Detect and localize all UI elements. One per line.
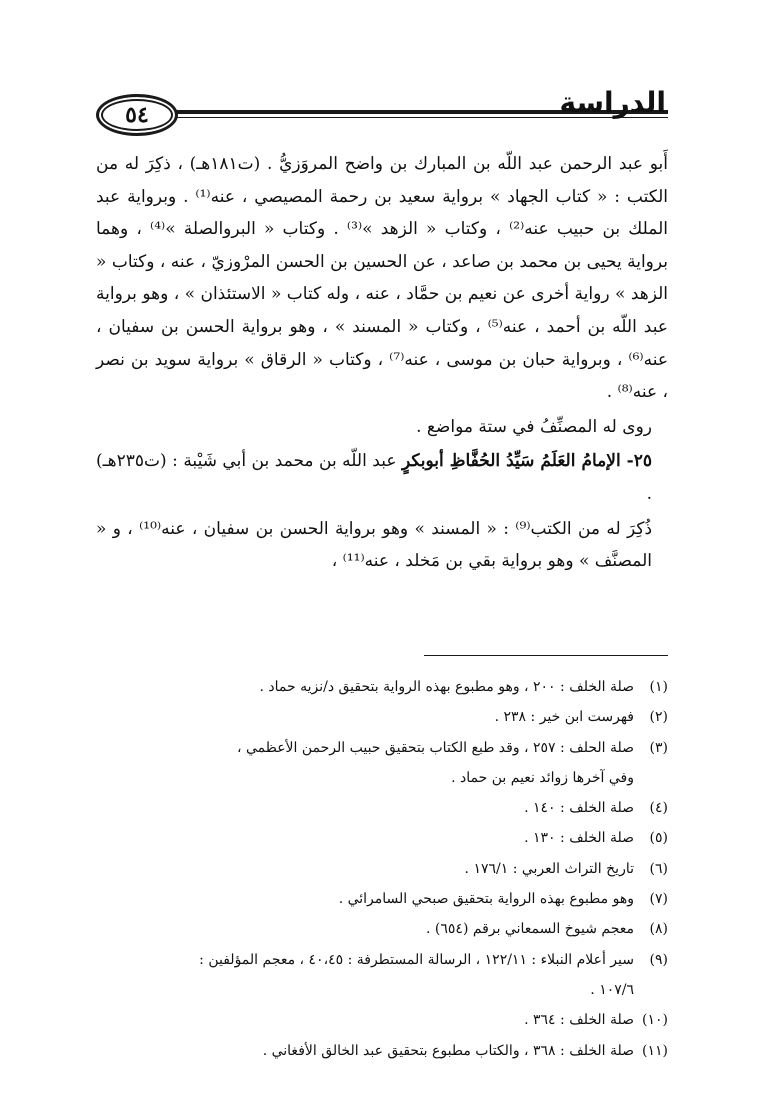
paragraph-narrations-count: روى له المصنِّفُ في ستة مواضع . <box>416 416 652 437</box>
footnote-10 <box>122 1005 668 1035</box>
footnote-text: صلة الحلف : ٢٥٧ ، وقد طبع الكتاب بتحقيق حبيب الرحمن الأعظمي ، <box>236 739 634 756</box>
section-title: الدراسة <box>559 86 666 119</box>
page-header <box>96 86 668 140</box>
footnote-text: تاريخ التراث العربي : ١٧٦/١ . <box>464 860 634 877</box>
footnote-text: صلة الخلف : ٢٠٠ ، وهو مطبوع بهذه الرواية بتحقيق د/نزيه حماد . <box>259 679 634 695</box>
footnotes <box>122 672 668 1066</box>
footnote-text: وهو مطبوع بهذه الرواية بتحقيق صبحي السامرائي . <box>338 891 634 908</box>
footnote-text: صلة الخلف : ١٣٠ . <box>524 830 634 847</box>
footnote-9 <box>122 945 668 975</box>
paragraph-entry-25 <box>96 445 668 510</box>
footnote-number: (٥) <box>649 830 668 847</box>
footnote-text: فهرست ابن خير : ٢٣٨ . <box>494 709 634 726</box>
footnote-9-continuation: ١٠٧/٦ . <box>590 981 634 998</box>
footnote-text: صلة الخلف : ٣٦٤ . <box>524 1012 634 1029</box>
paragraph-ibn-al-mubarak: أَبو عبد الرحمن عبد اللّه بن المبارك بن واضح المروَزيُّ . (ت١٨١هـ) ، ذكِرَ له من الكتب : « كتاب الجهاد » برواية سعيد بن رحمة المصيصي ، عنه⁽¹⁾ . وبرواية عبد الملك بن حبيب عنه⁽²⁾ ، وكتاب « الزهد »⁽³⁾ . وكتاب « البروالصلة »⁽⁴⁾ ، وهما برواية يحيى بن محمد بن صاعد ، عن الحسين بن الحسن المرْوزيّ ، عنه ، وكتاب « الزهد » رواية أخرى عن نعيم بن حمَّاد ، عنه ، وله كتاب « الاستئذان » ، وهو برواية عبد اللّه بن أحمد ، عنه⁽⁵⁾ ، وكتاب « المسند » ، وهو برواية الحسن بن سفيان ، عنه⁽⁶⁾ ، وبرواية حبان بن موسى ، عنه⁽⁷⁾ ، وكتاب « الرقاق » برواية سويد بن نصر ، عنه⁽⁸⁾ . <box>96 154 668 403</box>
footnote-number: (١٠) <box>642 1012 668 1029</box>
footnote-text: معجم شيوخ السمعاني برقم (٦٥٤) . <box>426 921 634 938</box>
footnote-separator <box>424 655 668 656</box>
footnote-4 <box>122 793 668 823</box>
footnote-number: (٣) <box>649 739 668 756</box>
footnote-11 <box>122 1036 668 1066</box>
footnote-text: صلة الخلف : ٣٦٨ ، والكتاب مطبوع بتحقيق عبد الخالق الأفغاني . <box>262 1042 634 1059</box>
entry-25-name: عبد اللّه بن محمد بن أبي شَيْبة : (ت٢٣٥هـ) . <box>96 451 652 504</box>
footnote-1 <box>122 672 668 702</box>
paragraph-ibn-abi-shayba-books: ذُكِرَ له من الكتب⁽⁹⁾ : « المسند » وهو برواية الحسن بن سفيان ، عنه⁽¹⁰⁾ ، و « المصنَّف » وهو برواية بقي بن مَخلد ، عنه⁽¹¹⁾ ، <box>96 518 653 572</box>
footnote-5 <box>122 823 668 853</box>
page-number-badge <box>96 94 178 136</box>
footnote-number: (١١) <box>642 1042 668 1059</box>
footnote-number: (٩) <box>649 951 668 968</box>
footnote-6 <box>122 854 668 884</box>
main-text <box>96 148 668 578</box>
footnote-text: سير أعلام النبلاء : ١٢٢/١١ ، الرسالة المستطرفة : ٤٠،٤٥ ، معجم المؤلفين : <box>199 951 634 968</box>
footnote-number: (٢) <box>649 709 668 726</box>
footnote-3 <box>122 733 668 763</box>
footnote-number: (١) <box>649 679 668 695</box>
footnote-number: (٦) <box>649 860 668 877</box>
footnote-8 <box>122 914 668 944</box>
footnote-text: صلة الخلف : ١٤٠ . <box>524 800 634 817</box>
page-number: ٥٤ <box>125 102 149 128</box>
footnote-3-continuation: وفي آخرها زوائد نعيم بن حماد . <box>451 769 634 786</box>
footnote-7 <box>122 884 668 914</box>
entry-25-heading: ٢٥- الإمامُ العَلَمُ سَيِّدُ الحُفَّاظِ أبوبكرٍ <box>401 451 652 472</box>
footnote-number: (٤) <box>649 800 668 817</box>
footnote-number: (٧) <box>649 891 668 908</box>
footnote-number: (٨) <box>649 921 668 938</box>
footnote-2 <box>122 702 668 732</box>
